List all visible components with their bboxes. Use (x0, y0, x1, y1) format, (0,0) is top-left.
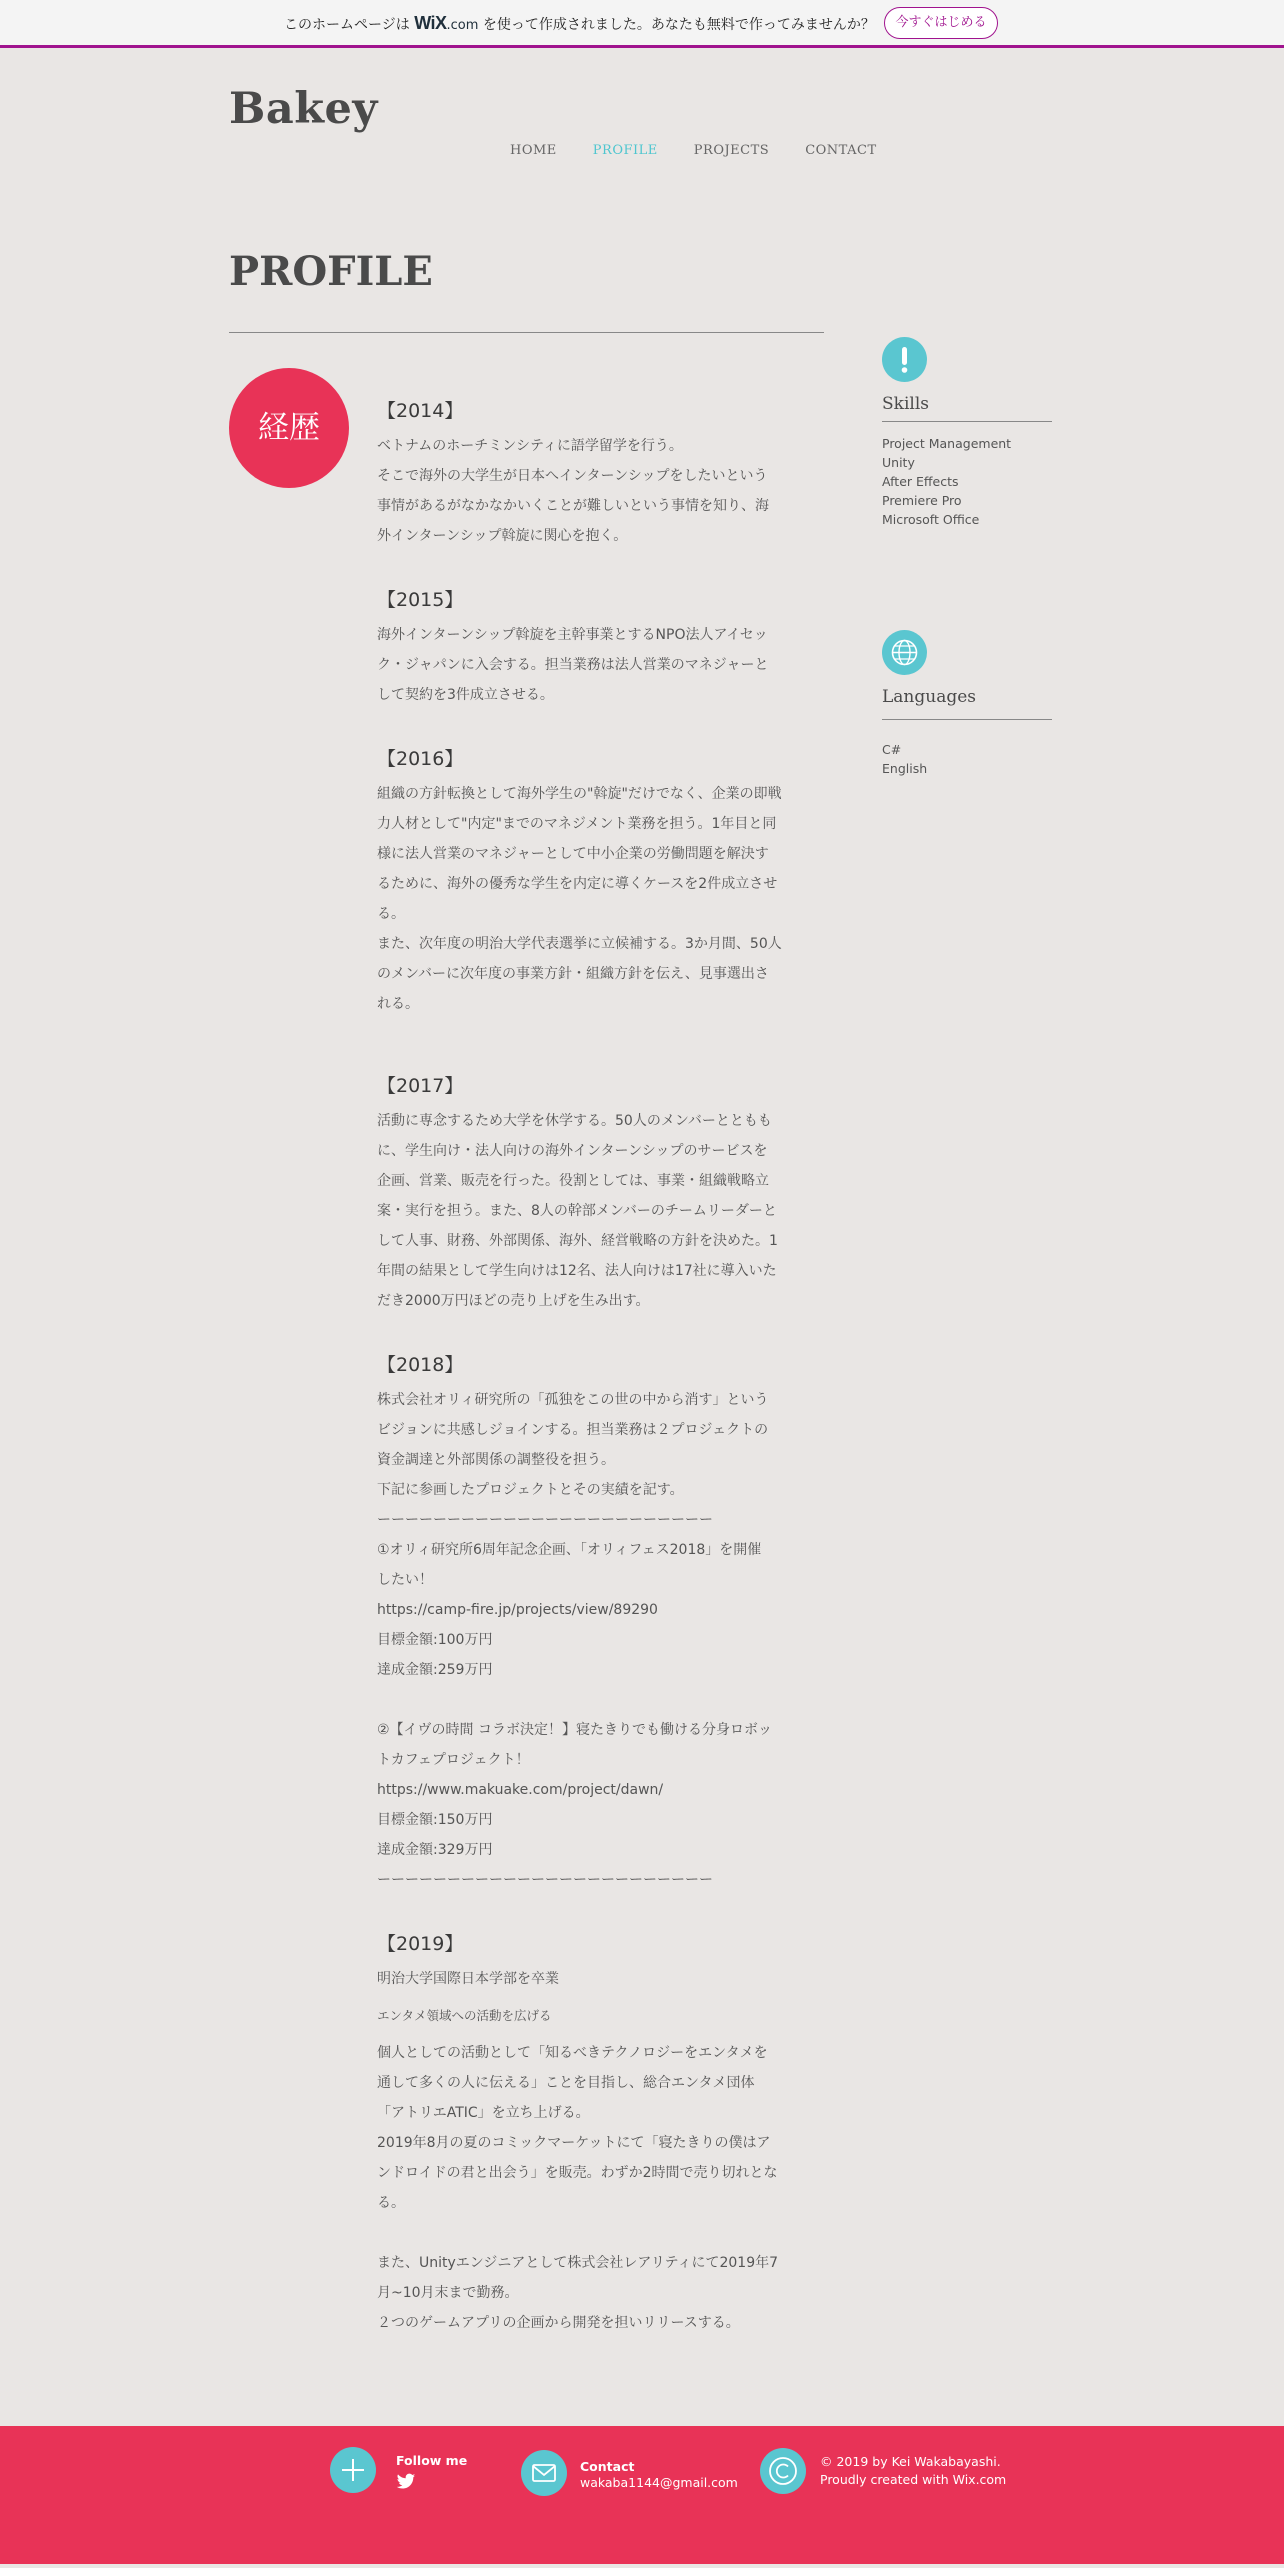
separator-line: ーーーーーーーーーーーーーーーーーーーーーーーー (377, 1872, 713, 1888)
exclamation-icon (882, 337, 927, 382)
wix-banner-text (284, 13, 875, 34)
wix-banner (0, 0, 1284, 48)
timeline-line: 下記に参画したプロジェクトとその実績を記す。 (377, 1482, 684, 1498)
language-item: C# (882, 742, 902, 757)
wix-banner-text-after: を使って作成されました。あなたも無料で作ってみませんか？ (482, 17, 875, 33)
plus-icon[interactable] (330, 2447, 376, 2493)
timeline-line: 年間の結果として学生向けは12名、法人向けは17社に導入いた (377, 1263, 777, 1279)
timeline-line: ②【イヴの時間 コラボ決定！】寝たきりでも働ける分身ロボッ (377, 1722, 772, 1738)
timeline-line: ク・ジャパンに入会する。担当業務は法人営業のマネジャーと (377, 657, 769, 673)
timeline-line: トカフェプロジェクト！ (377, 1752, 530, 1768)
wix-logo: WiX (414, 13, 447, 33)
timeline-line: れる。 (377, 996, 419, 1012)
globe-icon (882, 630, 927, 675)
skill-item: Microsoft Office (882, 512, 980, 527)
page-title: PROFILE (229, 248, 433, 295)
timeline-line: 達成金額:259万円 (377, 1662, 493, 1678)
skills-divider (882, 421, 1052, 422)
timeline-line: 株式会社オリィ研究所の「孤独をこの世の中から消す」という (377, 1392, 769, 1408)
year-heading: 【2016】 (377, 748, 464, 770)
languages-divider (882, 719, 1052, 720)
languages-list (882, 740, 927, 778)
timeline-2014 (377, 396, 809, 551)
timeline-2016 (377, 744, 809, 1019)
year-heading: 【2017】 (377, 1075, 464, 1097)
skills-list (882, 434, 1011, 529)
timeline-line: 案・実行を担う。また、8人の幹部メンバーのチームリーダーと (377, 1203, 777, 1219)
skill-item: Unity (882, 455, 915, 470)
timeline-line: 月~10月末まで勤務。 (377, 2285, 519, 2301)
timeline-line: るために、海外の優秀な学生を内定に導くケースを2件成立させ (377, 876, 778, 892)
timeline-line: 明治大学国際日本学部を卒業 (377, 1971, 559, 1987)
year-heading: 【2015】 (377, 589, 464, 611)
timeline-2015 (377, 585, 809, 710)
timeline-line: だき2000万円ほどの売り上げを生み出す。 (377, 1293, 650, 1309)
timeline-line: 目標金額:150万円 (377, 1812, 493, 1828)
timeline-2018 (377, 1350, 809, 1895)
timeline-line: 事情があるがなかなかいくことが難しいという事情を知り、海 (377, 498, 769, 514)
nav-profile[interactable]: PROFILE (592, 143, 658, 158)
timeline-line: 通して多くの人に伝える」ことを目指し、総合エンタメ団体 (377, 2075, 755, 2091)
timeline-line: 目標金額:100万円 (377, 1632, 493, 1648)
timeline-line: 「アトリエATIC」を立ち上げる。 (377, 2105, 590, 2121)
timeline-line: 資金調達と外部関係の調整役を担う。 (377, 1452, 615, 1468)
timeline-line: る。 (377, 906, 405, 922)
nav-contact[interactable]: CONTACT (805, 143, 877, 158)
wix-logo-suffix: .com (446, 18, 479, 33)
language-item: English (882, 761, 928, 776)
timeline-content (377, 396, 809, 2338)
project-link[interactable]: https://camp-fire.jp/projects/view/89290 (377, 1602, 658, 1618)
skills-title: Skills (882, 394, 929, 414)
timeline-line: 企画、営業、販売を行った。役割としては、事業・組織戦略立 (377, 1173, 769, 1189)
timeline-line: ンドロイドの君と出会う」を販売。わずか2時間で売り切れとな (377, 2165, 778, 2181)
heading-divider (229, 332, 824, 333)
separator-line: ーーーーーーーーーーーーーーーーーーーーーーーー (377, 1512, 713, 1528)
copyright-text: © 2019 by Kei Wakabayashi. (820, 2454, 1001, 2469)
timeline-line: ベトナムのホーチミンシティに語学留学を行う。 (377, 438, 683, 454)
timeline-line: 達成金額:329万円 (377, 1842, 493, 1858)
year-heading: 【2019】 (377, 1933, 464, 1955)
timeline-line: 様に法人営業のマネジャーとして中小企業の労働問題を解決す (377, 846, 769, 862)
nav-projects[interactable]: PROJECTS (693, 143, 770, 158)
timeline-line: 組織の方針転換として海外学生の"斡旋"だけでなく、企業の即戦 (377, 786, 782, 802)
timeline-line: ①オリィ研究所6周年記念企画、「オリィフェス2018」を開催 (377, 1542, 762, 1558)
follow-label: Follow me (396, 2453, 468, 2468)
footer (0, 2426, 1284, 2564)
timeline-line: に、学生向け・法人向けの海外インターンシップのサービスを (377, 1143, 768, 1159)
timeline-line: のメンバーに次年度の事業方針・組織方針を伝え、見事選出さ (377, 966, 769, 982)
timeline-line: る。 (377, 2195, 405, 2211)
start-now-button[interactable]: 今すぐはじめる (884, 7, 998, 39)
timeline-line: 活動に専念するため大学を休学する。50人のメンバーとともも (377, 1113, 772, 1129)
nav-home[interactable]: HOME (510, 143, 557, 158)
year-heading: 【2018】 (377, 1354, 464, 1376)
timeline-line: したい！ (377, 1572, 433, 1588)
timeline-line: 2019年8月の夏のコミックマーケットにて「寝たきりの僕はア (377, 2135, 771, 2151)
main-nav (510, 143, 913, 158)
timeline-line: また、次年度の明治大学代表選挙に立候補する。3か月間、50人 (377, 936, 782, 952)
twitter-icon[interactable] (396, 2473, 416, 2491)
timeline-line: そこで海外の大学生が日本へインターンシップをしたいという (377, 468, 768, 484)
project-link[interactable]: https://www.makuake.com/project/dawn/ (377, 1782, 664, 1798)
wix-banner-text-before: このホームページは (284, 17, 410, 33)
career-badge: 経歴 (229, 368, 349, 488)
site-title[interactable]: Bakey (229, 84, 378, 134)
timeline-line: 外インターンシップ斡旋に関心を抱く。 (377, 528, 628, 544)
timeline-line: 力人材として"内定"までのマネジメント業務を担う。1年目と同 (377, 816, 777, 832)
timeline-line: して契約を3件成立させる。 (377, 687, 554, 703)
timeline-line: 海外インターンシップ斡旋を主幹事業とするNPO法人アイセッ (377, 627, 768, 643)
skill-item: After Effects (882, 474, 959, 489)
timeline-line: して人事、財務、外部関係、海外、経営戦略の方針を決めた。1 (377, 1233, 778, 1249)
timeline-subheading: エンタメ領域への活動を広げる (377, 2008, 552, 2023)
contact-email[interactable]: wakaba1144@gmail.com (580, 2475, 738, 2490)
year-heading: 【2014】 (377, 400, 464, 422)
languages-title: Languages (882, 687, 977, 707)
contact-label: Contact (580, 2459, 635, 2474)
timeline-line: ２つのゲームアプリの企画から開発を担いリリースする。 (377, 2315, 740, 2331)
skill-item: Project Management (882, 436, 1012, 451)
timeline-line: ビジョンに共感しジョインする。担当業務は２プロジェクトの (377, 1422, 769, 1438)
copyright-icon (760, 2448, 806, 2494)
timeline-2017 (377, 1071, 809, 1316)
timeline-2019 (377, 1929, 809, 2338)
timeline-line: 個人としての活動として「知るべきテクノロジーをエンタメを (377, 2045, 768, 2061)
skill-item: Premiere Pro (882, 493, 962, 508)
timeline-line: また、Unityエンジニアとして株式会社レアリティにて2019年7 (377, 2255, 779, 2271)
mail-icon[interactable] (521, 2450, 567, 2496)
wix-credit[interactable]: Proudly created with Wix.com (820, 2472, 1007, 2487)
